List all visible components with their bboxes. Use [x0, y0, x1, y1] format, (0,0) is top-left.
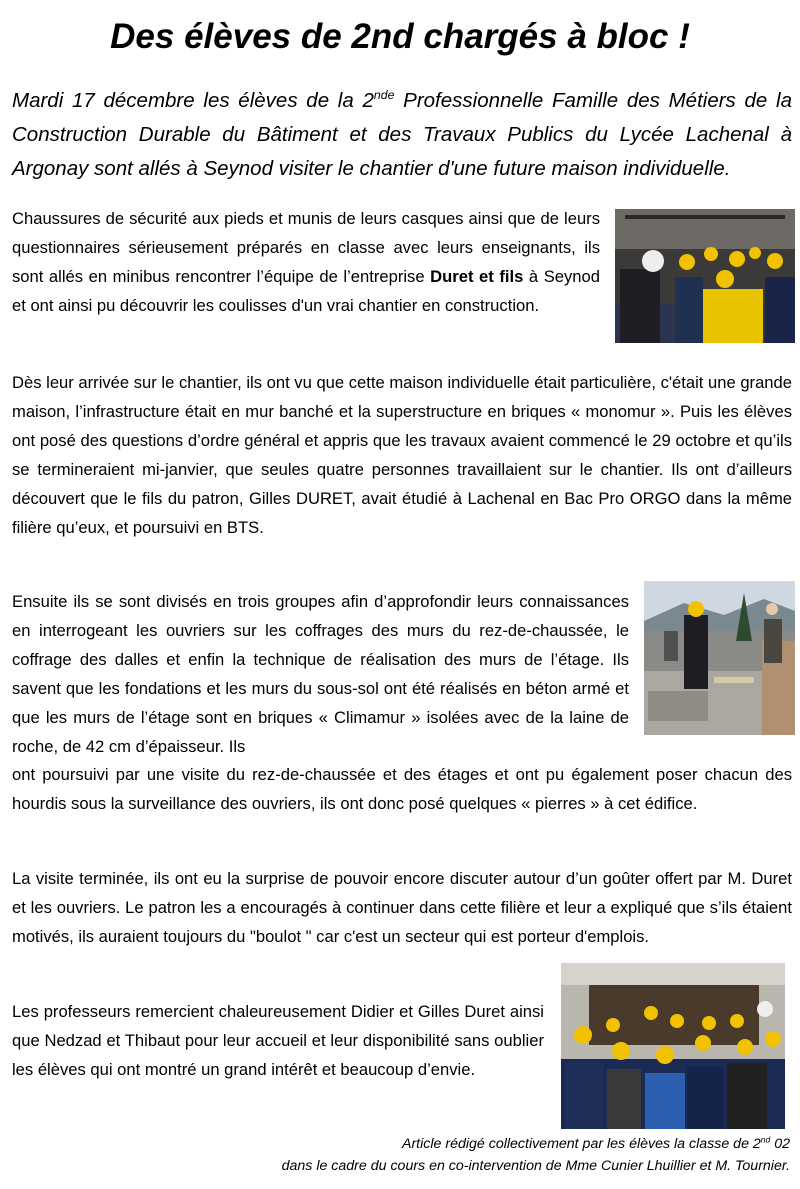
- paragraph-3-bottom: ont poursuivi par une visite du rez-de-chaussée et des étages et ont pu également poser chacun des hourdis sous la surveillance des ouvriers, ils ont donc posé quelques « pierres » à cet édifice.: [12, 765, 792, 813]
- paragraph-1-end: à Seynod et ont ainsi pu découvrir les coulisses d'un vrai chantier en construction.: [12, 267, 600, 315]
- byline-line-1-start: Article rédigé collectivement par les élèves la classe de 2: [401, 1136, 761, 1152]
- paragraph-5: Les professeurs remercient chaleureusement Didier et Gilles Duret ainsi que Nedzad et Thibaut pour leur accueil et leur disponibilité sans oublier les élèves qui ont montré un grand intérêt et beaucoup d’envie.: [12, 1002, 544, 1079]
- paragraph-1-start: Chaussures de sécurité aux pieds et munis de leurs casques ainsi que de leurs questionnaires sérieusement préparés en classe avec leurs enseignants, ils sont allés en minibus rencontrer l’équipe de l’entreprise: [12, 209, 600, 286]
- byline-line-1-end: 02: [770, 1136, 790, 1152]
- photo-construction-site: [644, 581, 795, 735]
- byline-line-1: [150, 1133, 790, 1155]
- photo-group-students: [561, 963, 785, 1129]
- paragraph-3-top: Ensuite ils se sont divisés en trois groupes afin d’approfondir leurs connaissances en interrogeant les ouvriers sur les coffrages des murs du rez-de-chaussée, le coffrage des dalles et enfin la technique de réalisation des murs de l’étage. Ils savent que les fondations et les murs du sous-sol ont été réalisés en béton armé et que les murs de l’étage sont en briques « Climamur » isolées avec de la laine de roche, de 42 cm d’épaisseur. Ils: [12, 592, 629, 756]
- paragraph-2: Dès leur arrivée sur le chantier, ils ont vu que cette maison individuelle était particulière, c'était une grande maison, l’infrastructure était en mur banché et la superstructure en briques « monomur ». Puis les élèves ont posé des questions d’ordre général et appris que les travaux avaient commencé le 29 octobre et qu’ils se termineraient mi-janvier, que seules quatre personnes travaillaient sur le chantier. Ils ont d’ailleurs découvert que le fils du patron, Gilles DURET, avait étudié à Lachenal en Bac Pro ORGO dans la même filière qu’eux, et poursuivi en BTS.: [12, 373, 792, 537]
- article-title: Des élèves de 2nd chargés à bloc !: [110, 17, 690, 56]
- lead-superscript: nde: [373, 88, 395, 103]
- lead-text-start: Mardi 17 décembre les élèves de la 2: [12, 89, 374, 112]
- paragraph-4: La visite terminée, ils ont eu la surprise de pouvoir encore discuter autour d’un goûter offert par M. Duret et les ouvriers. Le patron les a encouragés à continuer dans cette filière et leur a expliqué que s’ils étaient motivés, ils auraient toujours du "boulot " car c'est un secteur qui est porteur d'emplois.: [12, 869, 792, 946]
- company-name: Duret et fils: [430, 267, 524, 286]
- lead-text-end: Professionnelle Famille des Métiers de la Construction Durable du Bâtiment et des Travaux Publics du Lycée Lachenal à Argonay sont allés à Seynod visiter le chantier d'une future maison individuelle.: [12, 89, 792, 180]
- byline-line-2: dans le cadre du cours en co-intervention de Mme Cunier Lhuillier et M. Tournier.: [281, 1158, 790, 1174]
- paragraph-1: [12, 204, 600, 320]
- photo-students-helmets: [615, 209, 795, 343]
- byline-superscript: nd: [760, 1134, 771, 1145]
- article-lead: [12, 84, 792, 186]
- article-byline: [150, 1133, 790, 1177]
